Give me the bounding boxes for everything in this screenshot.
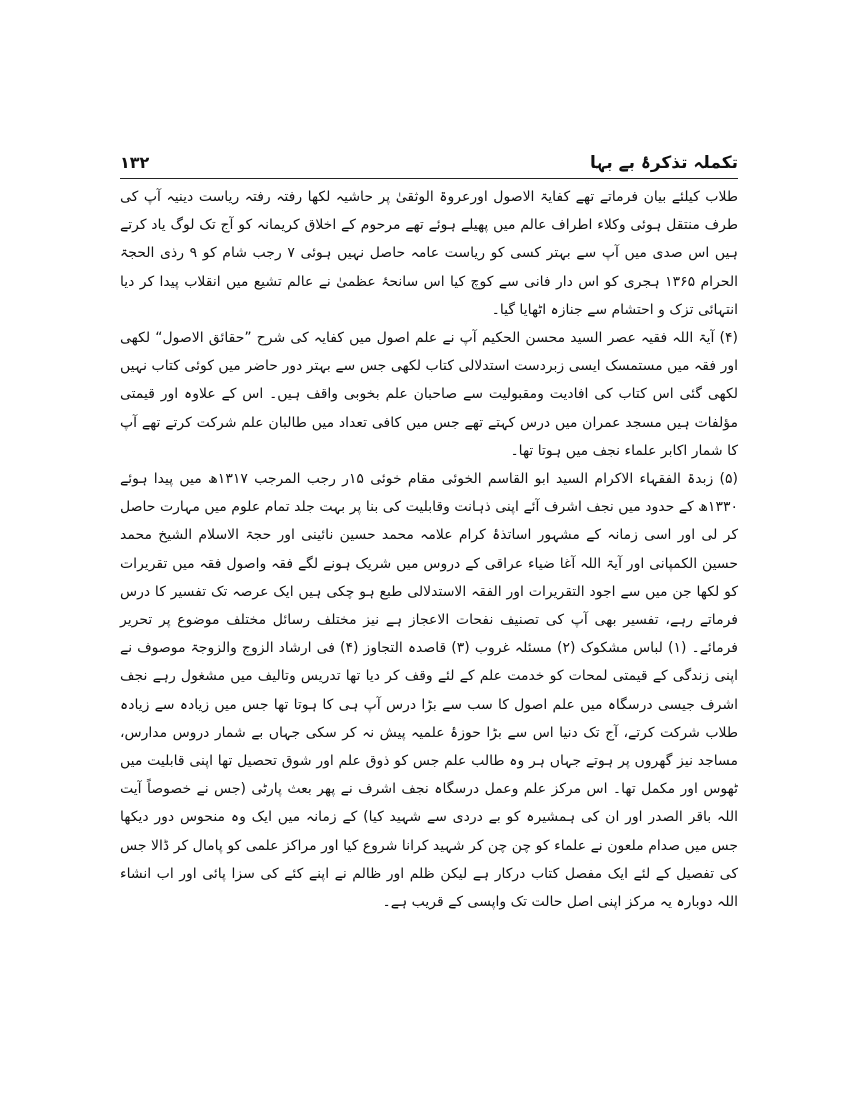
running-title: تکملہ تذکرۂ بے بہا <box>589 153 738 173</box>
paragraph-1: طلاب کیلئے بیان فرماتے تھے کفایۃ الاصول اورعروۃ الوثقیٰ پر حاشیہ لکھا رفتہ رفتہ ریاست دینیہ آپ کی طرف منتقل ہوئی وکلاء اطراف عالم میں پھیلے ہوئے تھے مرحوم کے اخلاق کریمانہ کو آج تک لوگ یاد کرتے ہیں اس صدی میں آپ سے بہتر کسی کو ریاست عامہ حاصل نہیں ہوئی ۷ رجب شام کو ۹ رذی الحجۃ الحرام ۱۳۶۵ ہجری کو اس دار فانی سے کوچ کیا اس سانحۂ عظمیٰ نے عالم تشیع میں انقلاب پیدا کر دیا انتہائی تزک و احتشام سے جنازہ اٹھایا گیا۔ <box>120 189 738 318</box>
page-number: ۱۳۲ <box>120 153 150 172</box>
paragraph-2: (۴) آیۃ اللہ فقیہ عصر السید محسن الحکیم آپ نے علم اصول میں کفایہ کی شرح ”حقائق الاصول“ لکھی اور فقہ میں مستمسک ایسی زبردست استدلالی کتاب لکھی جس سے بہتر دور حاضر میں کوئی کتاب نہیں لکھی گئی اس کتاب کی افادیت ومقبولیت سے صاحبان علم بخوبی واقف ہیں۔ اس کے علاوہ اور قیمتی مؤلفات ہیں مسجد عمران میں درس کہتے تھے جس میں کافی تعداد میں طالبان علم شرکت کرتے تھے آپ کا شمار اکابر علماء نجف میں ہوتا تھا۔ <box>120 330 738 459</box>
page-header <box>120 148 738 178</box>
body-text <box>120 183 738 916</box>
paragraph-3: (۵) زبدۃ الفقہاء الاکرام السید ابو القاسم الخوئی مقام خوئی ۱۵ر رجب المرجب ۱۳۱۷ھ میں پیدا ہوئے ۱۳۳۰ھ کے حدود میں نجف اشرف آئے اپنی ذہانت وقابلیت کی بنا پر بہت جلد تمام علوم میں مہارت حاصل کر لی اور اسی زمانہ کے مشہور اساتذۂ کرام علامہ محمد حسین نائینی اور حجۃ الاسلام الشیخ محمد حسین الکمپانی اور آیۃ اللہ آغا ضیاء عراقی کے دروس میں شریک ہونے لگے فقہ واصول فقہ میں تقریرات کو لکھا جن میں سے اجود التقریرات اور الفقہ الاستدلالی طبع ہو چکی ہیں ایک عرصہ تک تفسیر کا درس فرماتے رہے، تفسیر بھی آپ کی تصنیف نفحات الاعجاز ہے نیز مختلف رسائل مختلف موضوع پر تحریر فرمائے۔ (۱) لباس مشکوک (۲) مسئلہ غروب (۳) قاصدہ التجاوز (۴) فی ارشاد الزوج والزوجۃ موصوف نے اپنی زندگی کے قیمتی لمحات کو خدمت علم کے لئے وقف کر دیا تھا تدریس وتالیف میں مشغول رہے نجف اشرف جیسی درسگاہ میں علم اصول کا سب سے بڑا درس آپ ہی کا ہوتا تھا جس میں زیادہ سے زیادہ طلاب شرکت کرتے، آج تک دنیا اس سے بڑا حوزۂ علمیہ پیش نہ کر سکی جہاں بے شمار دروس مدارس، مساجد نیز گھروں پر ہوتے جہاں ہر وہ طالب علم جس کو ذوق علم اور شوق تحصیل تھا اپنی قابلیت میں ٹھوس اور مکمل تھا۔ اس مرکز علم وعمل درسگاہ نجف اشرف نے پھر بعث پارٹی (جس نے خصوصاً آیت اللہ باقر الصدر اور ان کی ہمشیرہ کو بے دردی سے شہید کیا) کے زمانہ میں ایک وہ منحوس دور دیکھا جس میں صدام ملعون نے علماء کو چن چن کر شہید کرانا شروع کیا اور مراکز علمی کو پامال کر ڈالا جس کی تفصیل کے لئے ایک مفصل کتاب درکار ہے لیکن ظلم اور ظالم نے اپنے کئے کی سزا پائی اور اب انشاء اللہ دوبارہ یہ مرکز اپنی اصل حالت تک واپسی کے قریب ہے۔ <box>120 471 739 911</box>
header-rule <box>120 178 738 179</box>
